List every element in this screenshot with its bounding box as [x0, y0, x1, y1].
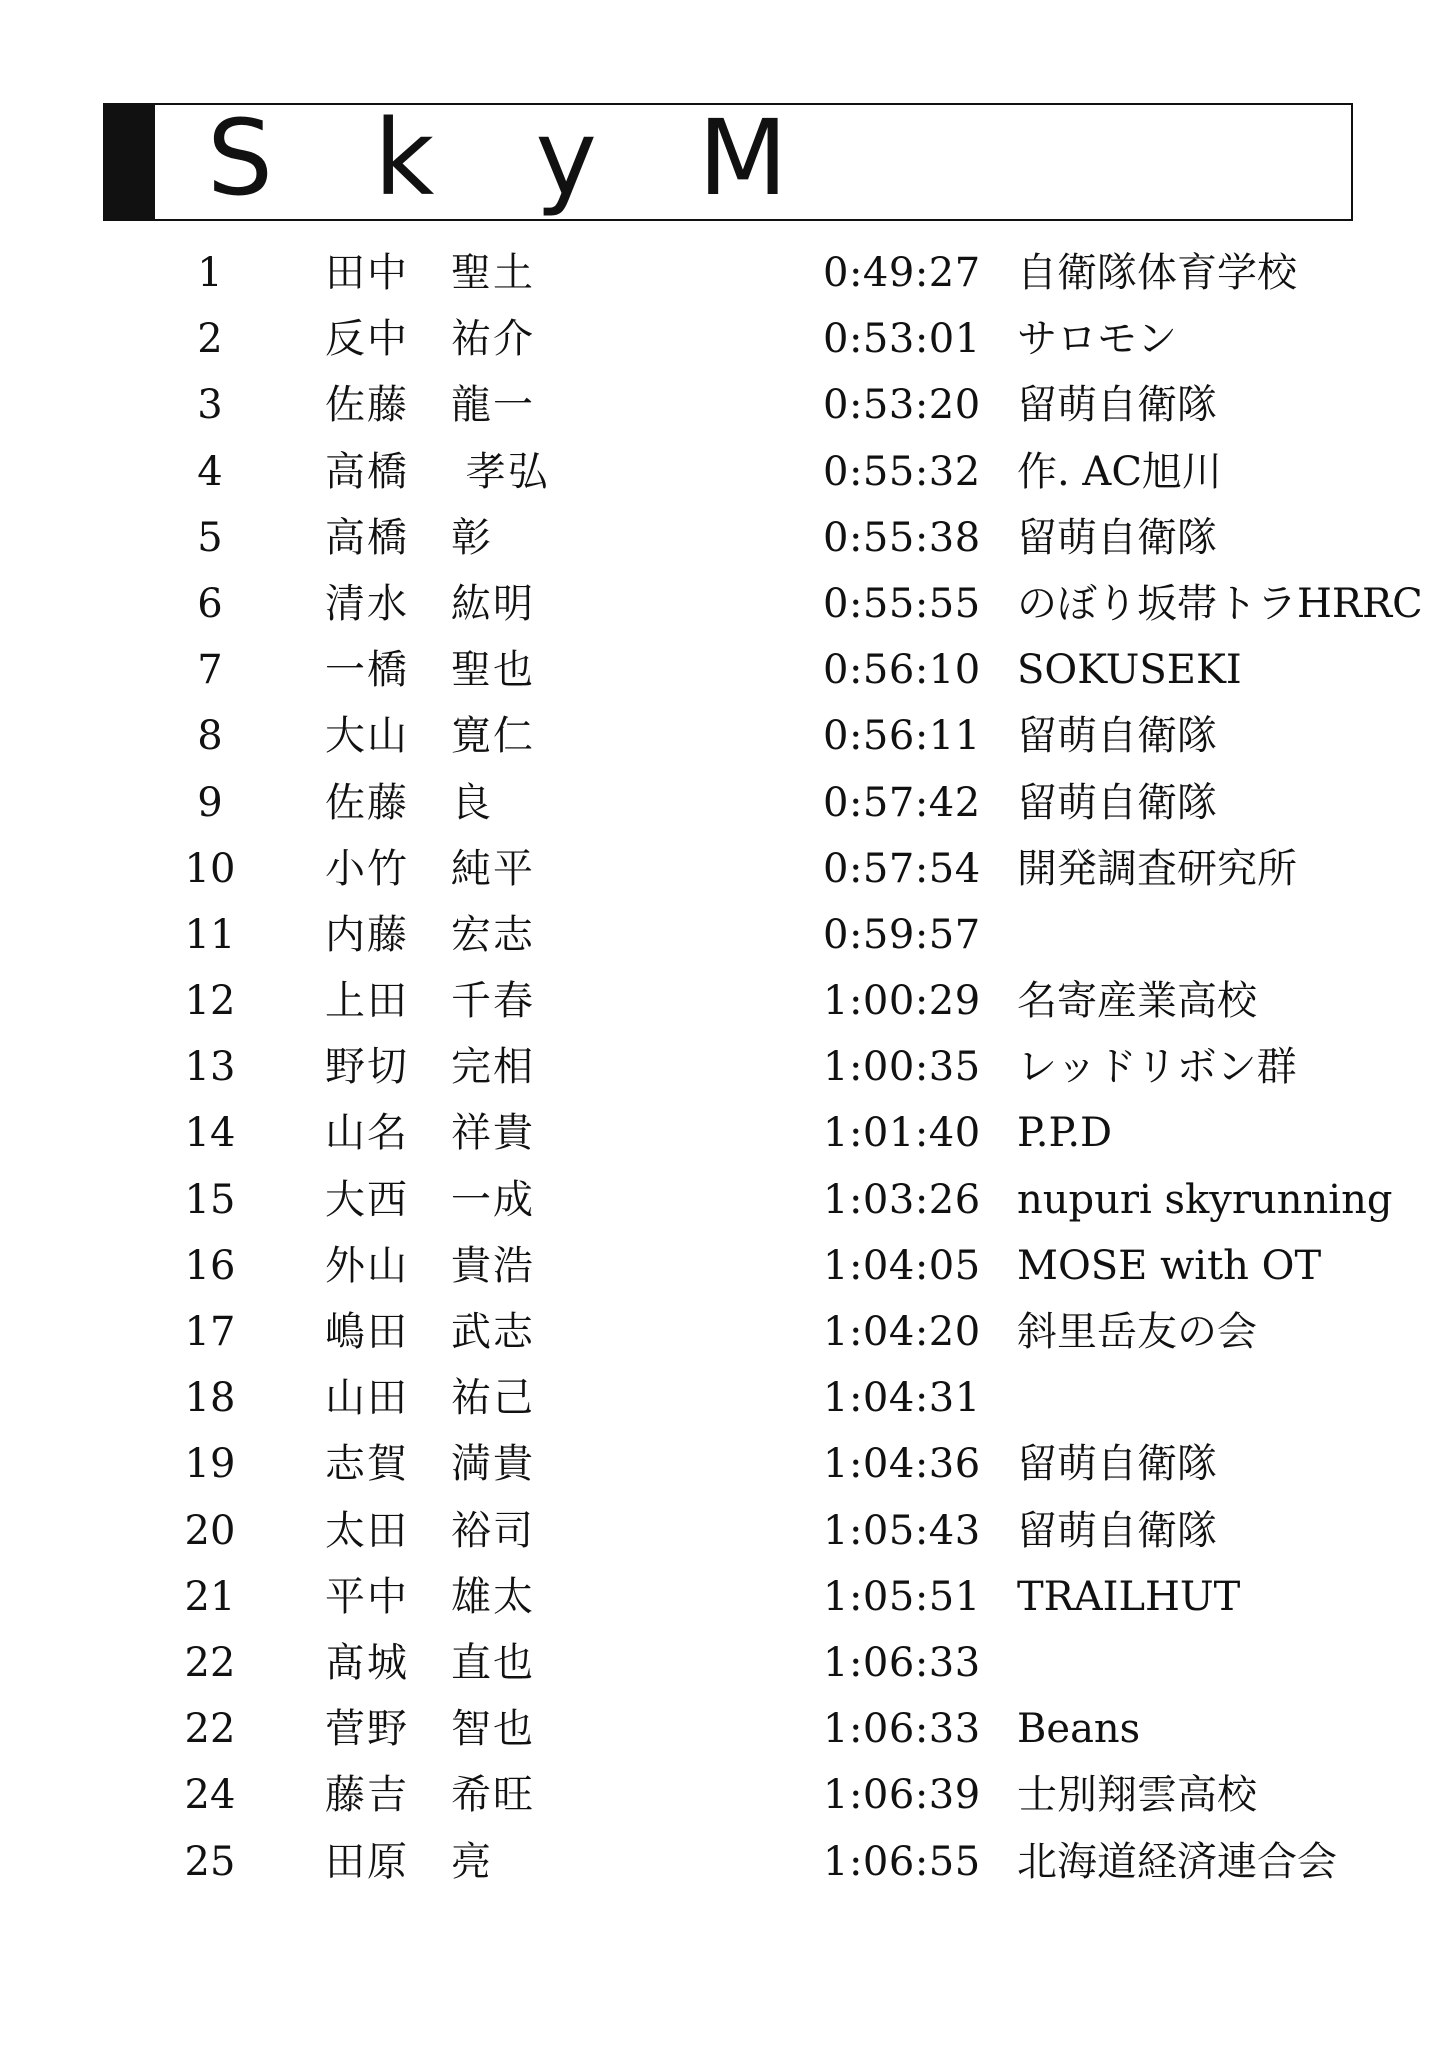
time-cell: 1:05:51 — [823, 1573, 981, 1620]
name-cell: 田中 聖土 — [325, 250, 535, 296]
result-row — [0, 1564, 1448, 1630]
rank-cell: 8 — [197, 713, 223, 760]
time-cell: 0:59:57 — [823, 911, 981, 958]
name-cell: 内藤 宏志 — [325, 911, 535, 958]
rank-cell: 7 — [197, 647, 223, 694]
team-cell: 北海道経済連合会 — [1017, 1838, 1337, 1885]
result-row — [0, 1167, 1448, 1233]
time-cell: 1:00:29 — [823, 978, 981, 1025]
result-row — [0, 1233, 1448, 1299]
name-cell: 太田 裕司 — [325, 1507, 535, 1554]
rank-cell: 17 — [184, 1309, 236, 1355]
time-cell: 1:04:20 — [823, 1309, 981, 1355]
rank-cell: 13 — [184, 1044, 236, 1091]
team-cell: 留萌自衛隊 — [1017, 514, 1217, 561]
result-row — [0, 571, 1448, 637]
name-cell: 菅野 智也 — [325, 1706, 535, 1753]
time-cell: 1:01:40 — [823, 1110, 981, 1157]
team-cell: 留萌自衛隊 — [1017, 779, 1217, 826]
time-cell: 0:56:11 — [823, 713, 981, 760]
category-header — [103, 97, 1353, 221]
rank-cell: 24 — [184, 1772, 236, 1819]
team-cell: 留萌自衛隊 — [1017, 1441, 1217, 1488]
rank-cell: 20 — [184, 1507, 236, 1554]
result-row — [0, 1034, 1448, 1100]
name-cell: 反中 祐介 — [325, 316, 535, 363]
name-cell: 田原 亮 — [325, 1838, 493, 1885]
rank-cell: 16 — [184, 1242, 236, 1289]
team-cell: のぼり坂帯トラHRRC — [1017, 580, 1423, 627]
result-row — [0, 902, 1448, 968]
result-row — [0, 1829, 1448, 1895]
result-row — [0, 770, 1448, 836]
name-cell: 外山 貴浩 — [325, 1242, 535, 1289]
rank-cell: 11 — [184, 911, 236, 958]
rank-cell: 9 — [197, 779, 223, 826]
name-cell: 一橋 聖也 — [325, 647, 535, 694]
name-cell: 高橋 孝弘 — [325, 448, 550, 495]
time-cell: 1:04:36 — [823, 1441, 981, 1488]
name-cell: 髙城 直也 — [325, 1639, 535, 1686]
team-cell: nupuri skyrunning — [1017, 1176, 1393, 1223]
name-cell: 嶋田 武志 — [325, 1309, 535, 1355]
rank-cell: 6 — [197, 580, 223, 627]
name-cell: 清水 紘明 — [325, 580, 535, 627]
rank-cell: 10 — [184, 845, 236, 892]
time-cell: 0:53:20 — [823, 382, 981, 429]
rank-cell: 5 — [197, 514, 223, 561]
name-cell: 佐藤 龍一 — [325, 382, 535, 429]
rank-cell: 4 — [197, 448, 223, 495]
results-list — [0, 240, 1448, 1895]
team-cell: MOSE with OT — [1017, 1242, 1322, 1289]
team-cell: SOKUSEKI — [1017, 647, 1242, 694]
team-cell: 留萌自衛隊 — [1017, 382, 1217, 429]
result-row — [0, 1299, 1448, 1365]
time-cell: 0:49:27 — [823, 250, 981, 296]
team-cell: TRAILHUT — [1017, 1573, 1241, 1620]
result-row — [0, 836, 1448, 902]
time-cell: 1:06:33 — [823, 1706, 981, 1753]
rank-cell: 22 — [184, 1706, 236, 1753]
name-cell: 野切 完相 — [325, 1044, 535, 1091]
time-cell: 1:03:26 — [823, 1176, 981, 1223]
name-cell: 山名 祥貴 — [325, 1110, 535, 1157]
name-cell: 大西 一成 — [325, 1176, 535, 1223]
rank-cell: 19 — [184, 1441, 236, 1488]
time-cell: 0:55:32 — [823, 448, 981, 495]
time-cell: 0:56:10 — [823, 647, 981, 694]
result-row — [0, 1431, 1448, 1497]
name-cell: 佐藤 良 — [325, 779, 493, 826]
result-row — [0, 1100, 1448, 1166]
name-cell: 高橋 彰 — [325, 514, 493, 561]
time-cell: 0:55:55 — [823, 580, 981, 627]
name-cell: 上田 千春 — [325, 978, 535, 1025]
result-row — [0, 1762, 1448, 1828]
result-row — [0, 703, 1448, 769]
name-cell: 大山 寛仁 — [325, 713, 535, 760]
rank-cell: 15 — [184, 1176, 236, 1223]
rank-cell: 3 — [197, 382, 223, 429]
time-cell: 1:06:39 — [823, 1772, 981, 1819]
team-cell: 留萌自衛隊 — [1017, 713, 1217, 760]
team-cell: レッドリボン群 — [1017, 1044, 1297, 1091]
header-accent-bar — [105, 105, 155, 219]
team-cell: P.P.D — [1017, 1110, 1113, 1157]
time-cell: 1:00:35 — [823, 1044, 981, 1091]
result-row — [0, 439, 1448, 505]
result-row — [0, 505, 1448, 571]
team-cell: 名寄産業高校 — [1017, 978, 1257, 1025]
result-row — [0, 240, 1448, 306]
time-cell: 0:57:42 — [823, 779, 981, 826]
rank-cell: 22 — [184, 1639, 236, 1686]
result-row — [0, 1696, 1448, 1762]
team-cell: 開発調査研究所 — [1017, 845, 1297, 892]
result-row — [0, 968, 1448, 1034]
category-title: S k y M — [207, 97, 822, 219]
team-cell: 留萌自衛隊 — [1017, 1507, 1217, 1554]
result-row — [0, 637, 1448, 703]
result-row — [0, 372, 1448, 438]
team-cell: 士別翔雲高校 — [1017, 1772, 1257, 1819]
time-cell: 1:06:55 — [823, 1838, 981, 1885]
result-row — [0, 1630, 1448, 1696]
result-row — [0, 1365, 1448, 1431]
rank-cell: 1 — [197, 250, 223, 296]
time-cell: 0:55:38 — [823, 514, 981, 561]
result-row — [0, 306, 1448, 372]
team-cell: 自衛隊体育学校 — [1017, 250, 1297, 296]
time-cell: 1:04:05 — [823, 1242, 981, 1289]
name-cell: 志賀 満貴 — [325, 1441, 535, 1488]
time-cell: 1:04:31 — [823, 1375, 981, 1422]
rank-cell: 18 — [184, 1375, 236, 1422]
rank-cell: 12 — [184, 978, 236, 1025]
result-row — [0, 1498, 1448, 1564]
rank-cell: 21 — [184, 1573, 236, 1620]
time-cell: 1:06:33 — [823, 1639, 981, 1686]
rank-cell: 2 — [197, 316, 223, 363]
time-cell: 0:57:54 — [823, 845, 981, 892]
name-cell: 平中 雄太 — [325, 1573, 535, 1620]
name-cell: 藤吉 希旺 — [325, 1772, 535, 1819]
team-cell: サロモン — [1017, 316, 1177, 363]
team-cell: 斜里岳友の会 — [1017, 1309, 1257, 1355]
time-cell: 0:53:01 — [823, 316, 981, 363]
name-cell: 山田 祐己 — [325, 1375, 535, 1422]
team-cell: 作. AC旭川 — [1017, 448, 1222, 495]
time-cell: 1:05:43 — [823, 1507, 981, 1554]
rank-cell: 14 — [184, 1110, 236, 1157]
rank-cell: 25 — [184, 1838, 236, 1885]
team-cell: Beans — [1017, 1706, 1141, 1753]
name-cell: 小竹 純平 — [325, 845, 535, 892]
